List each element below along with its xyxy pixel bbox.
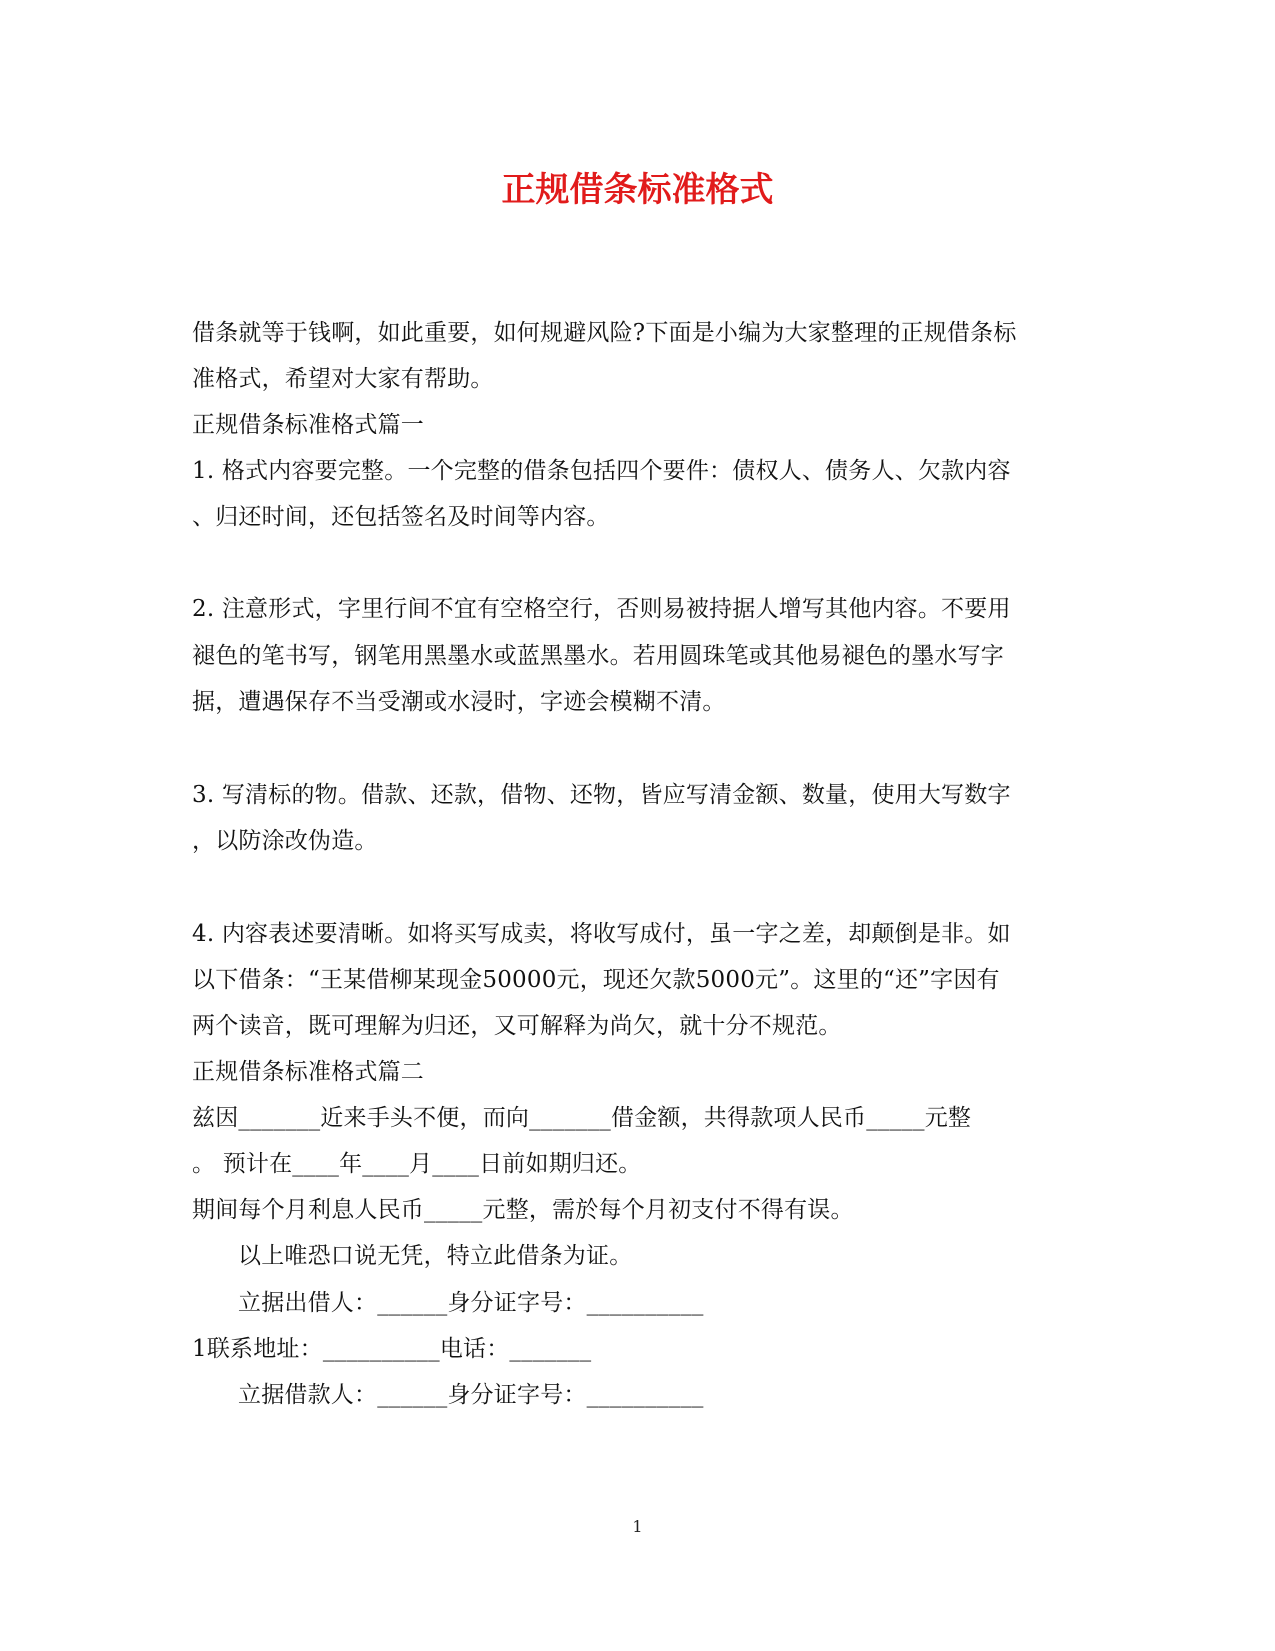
paragraph-line: 、归还时间，还包括签名及时间等内容。 — [192, 504, 610, 530]
document-title: 正规借条标准格式 — [501, 170, 774, 210]
paragraph-line: 期间每个月利息人民币_____元整，需於每个月初支付不得有误。 — [192, 1197, 854, 1223]
signature-line: 立据借款人：______身分证字号：__________ — [238, 1382, 704, 1408]
section-heading: 正规借条标准格式篇一 — [192, 412, 424, 438]
paragraph-line: 4. 内容表述要清晰。如将买写成卖，将收写成付，虽一字之差，却颠倒是非。如 — [192, 921, 1011, 947]
paragraph-line: 以下借条：“王某借柳某现金50000元，现还欠款5000元”。这里的“还”字因有 — [192, 967, 1000, 993]
paragraph-line: 3. 写清标的物。借款、还款，借物、还物，皆应写清金额、数量，使用大写数字 — [192, 782, 1011, 808]
paragraph-line: 准格式，希望对大家有帮助。 — [192, 366, 494, 392]
paragraph-line: 褪色的笔书写，钢笔用黑墨水或蓝黑墨水。若用圆珠笔或其他易褪色的墨水写字 — [192, 643, 1004, 669]
signature-line: 立据出借人：______身分证字号：__________ — [238, 1290, 704, 1316]
paragraph-line: 。 预计在____年____月____日前如期归还。 — [192, 1151, 642, 1177]
page-number: 1 — [632, 1517, 643, 1536]
paragraph-line: 据，遭遇保存不当受潮或水浸时，字迹会模糊不清。 — [192, 689, 726, 715]
contact-line: 1联系地址：__________电话：_______ — [192, 1336, 592, 1362]
paragraph-line: 兹因_______近来手头不便，而向_______借金额，共得款项人民币_____元整 — [192, 1105, 972, 1131]
paragraph-line: ，以防涂改伪造。 — [192, 828, 378, 854]
paragraph-line: 1. 格式内容要完整。一个完整的借条包括四个要件：债权人、债务人、欠款内容 — [192, 458, 1011, 484]
section-heading: 正规借条标准格式篇二 — [192, 1059, 424, 1085]
paragraph-line: 借条就等于钱啊，如此重要，如何规避风险?下面是小编为大家整理的正规借条标 — [192, 320, 1017, 346]
paragraph-line: 两个读音，既可理解为归还，又可解释为尚欠，就十分不规范。 — [192, 1013, 842, 1039]
paragraph-line: 2. 注意形式，字里行间不宜有空格空行，否则易被持据人增写其他内容。不要用 — [192, 596, 1011, 622]
paragraph-line: 以上唯恐口说无凭，特立此借条为证。 — [238, 1243, 633, 1269]
